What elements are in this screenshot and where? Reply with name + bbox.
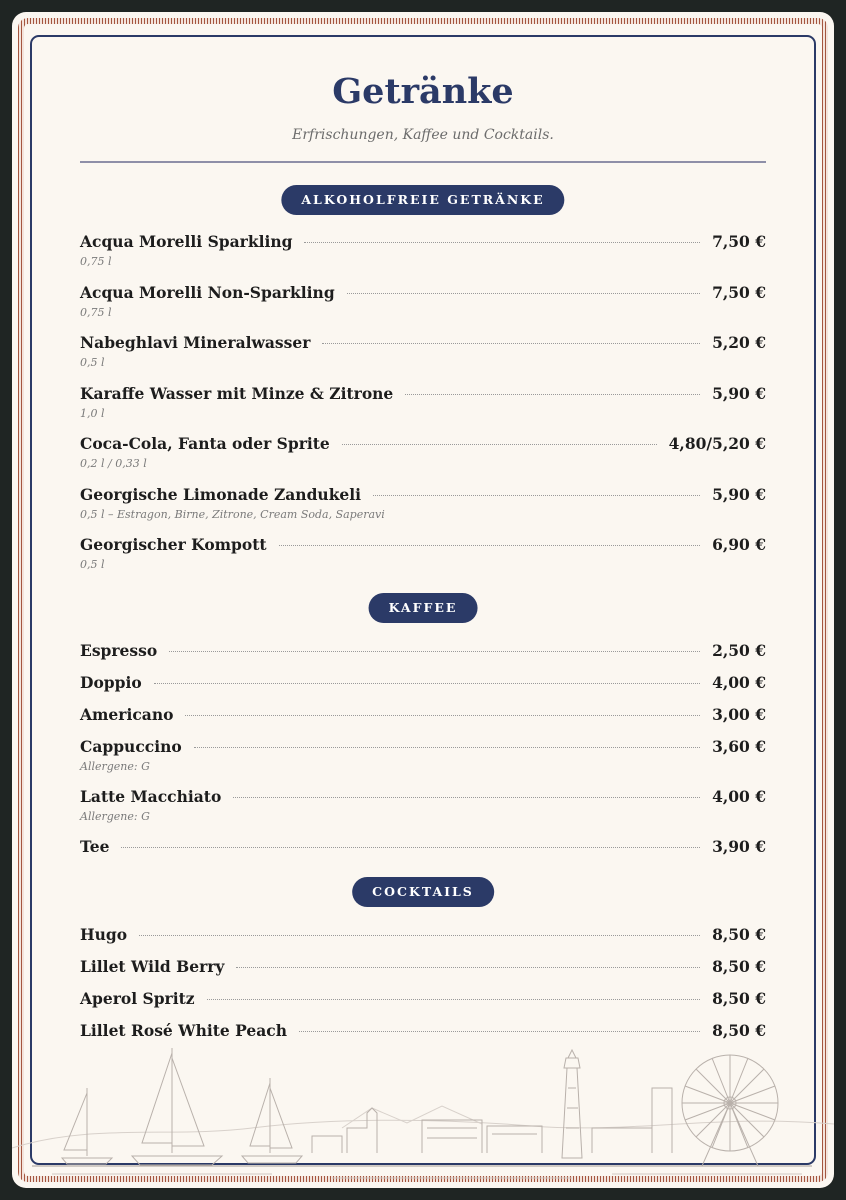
menu-item bbox=[80, 232, 766, 269]
page-subtitle: Erfrischungen, Kaffee und Cocktails. bbox=[292, 127, 554, 143]
title-divider bbox=[80, 161, 766, 163]
menu-item bbox=[80, 485, 766, 522]
item-detail: 0,5 l bbox=[80, 558, 105, 571]
section-label-cocktails: COCKTAILS bbox=[352, 877, 494, 907]
menu-item bbox=[80, 673, 766, 695]
item-price: 4,80/5,20 € bbox=[668, 434, 766, 453]
item-detail: 0,2 l / 0,33 l bbox=[80, 457, 147, 470]
dot-leader bbox=[279, 545, 701, 546]
menu-item bbox=[80, 925, 766, 947]
item-name: Georgischer Kompott bbox=[80, 535, 267, 554]
menu-item bbox=[80, 434, 766, 471]
item-price: 8,50 € bbox=[712, 989, 766, 1008]
item-name: Lillet Rosé White Peach bbox=[80, 1021, 288, 1040]
menu-item bbox=[80, 333, 766, 370]
dot-leader bbox=[185, 715, 700, 716]
menu-item bbox=[80, 957, 766, 979]
item-name: Acqua Morelli Non-Sparkling bbox=[80, 283, 335, 302]
item-name: Espresso bbox=[80, 641, 158, 660]
dot-leader bbox=[304, 242, 700, 243]
menu-item bbox=[80, 283, 766, 320]
dot-leader bbox=[373, 495, 700, 496]
item-detail: Allergene: G bbox=[80, 810, 150, 823]
item-name: Hugo bbox=[80, 925, 128, 944]
menu-item bbox=[80, 535, 766, 572]
item-detail: 0,5 l bbox=[80, 356, 105, 369]
dot-leader bbox=[405, 394, 700, 395]
item-price: 5,90 € bbox=[712, 384, 766, 403]
dot-leader bbox=[233, 797, 700, 798]
section-label-alkoholfreie-getraenke: ALKOHOLFREIE GETRÄNKE bbox=[281, 185, 564, 215]
dot-leader bbox=[121, 847, 700, 848]
item-detail: 0,75 l bbox=[80, 306, 112, 319]
item-price: 7,50 € bbox=[712, 283, 766, 302]
item-name: Nabeghlavi Mineralwasser bbox=[80, 333, 311, 352]
item-price: 3,60 € bbox=[712, 737, 766, 756]
menu-item bbox=[80, 989, 766, 1011]
item-name: Acqua Morelli Sparkling bbox=[80, 232, 293, 251]
item-price: 7,50 € bbox=[712, 232, 766, 251]
section-label-kaffee: KAFFEE bbox=[369, 593, 478, 623]
menu-item bbox=[80, 1021, 766, 1043]
item-name: Latte Macchiato bbox=[80, 787, 222, 806]
dot-leader bbox=[194, 747, 700, 748]
item-price: 6,90 € bbox=[712, 535, 766, 554]
dot-leader bbox=[154, 683, 700, 684]
item-price: 3,90 € bbox=[712, 837, 766, 856]
page-title: Getränke bbox=[332, 71, 514, 112]
menu-item bbox=[80, 641, 766, 663]
item-price: 5,20 € bbox=[712, 333, 766, 352]
item-name: Cappuccino bbox=[80, 737, 182, 756]
item-price: 4,00 € bbox=[712, 787, 766, 806]
item-detail: 0,5 l – Estragon, Birne, Zitrone, Cream Soda, Saperavi bbox=[80, 508, 385, 521]
dot-leader bbox=[347, 293, 700, 294]
item-price: 8,50 € bbox=[712, 1021, 766, 1040]
item-price: 8,50 € bbox=[712, 925, 766, 944]
menu-item bbox=[80, 837, 766, 859]
menu-item bbox=[80, 384, 766, 421]
dot-leader bbox=[139, 935, 700, 936]
dot-leader bbox=[169, 651, 700, 652]
item-price: 8,50 € bbox=[712, 957, 766, 976]
menu-item bbox=[80, 787, 766, 824]
item-name: Georgische Limonade Zandukeli bbox=[80, 485, 362, 504]
item-price: 2,50 € bbox=[712, 641, 766, 660]
item-price: 3,00 € bbox=[712, 705, 766, 724]
item-price: 4,00 € bbox=[712, 673, 766, 692]
dot-leader bbox=[207, 999, 701, 1000]
item-name: Lillet Wild Berry bbox=[80, 957, 225, 976]
dot-leader bbox=[342, 444, 657, 445]
menu-page bbox=[12, 12, 834, 1188]
item-detail: 1,0 l bbox=[80, 407, 105, 420]
item-name: Aperol Spritz bbox=[80, 989, 195, 1008]
item-name: Tee bbox=[80, 837, 110, 856]
item-detail: 0,75 l bbox=[80, 255, 112, 268]
menu-item bbox=[80, 705, 766, 727]
item-name: Americano bbox=[80, 705, 174, 724]
item-price: 5,90 € bbox=[712, 485, 766, 504]
dot-leader bbox=[236, 967, 700, 968]
item-detail: Allergene: G bbox=[80, 760, 150, 773]
dot-leader bbox=[322, 343, 700, 344]
menu-item bbox=[80, 737, 766, 774]
item-name: Coca-Cola, Fanta oder Sprite bbox=[80, 434, 330, 453]
dot-leader bbox=[299, 1031, 700, 1032]
item-name: Karaffe Wasser mit Minze & Zitrone bbox=[80, 384, 394, 403]
item-name: Doppio bbox=[80, 673, 142, 692]
